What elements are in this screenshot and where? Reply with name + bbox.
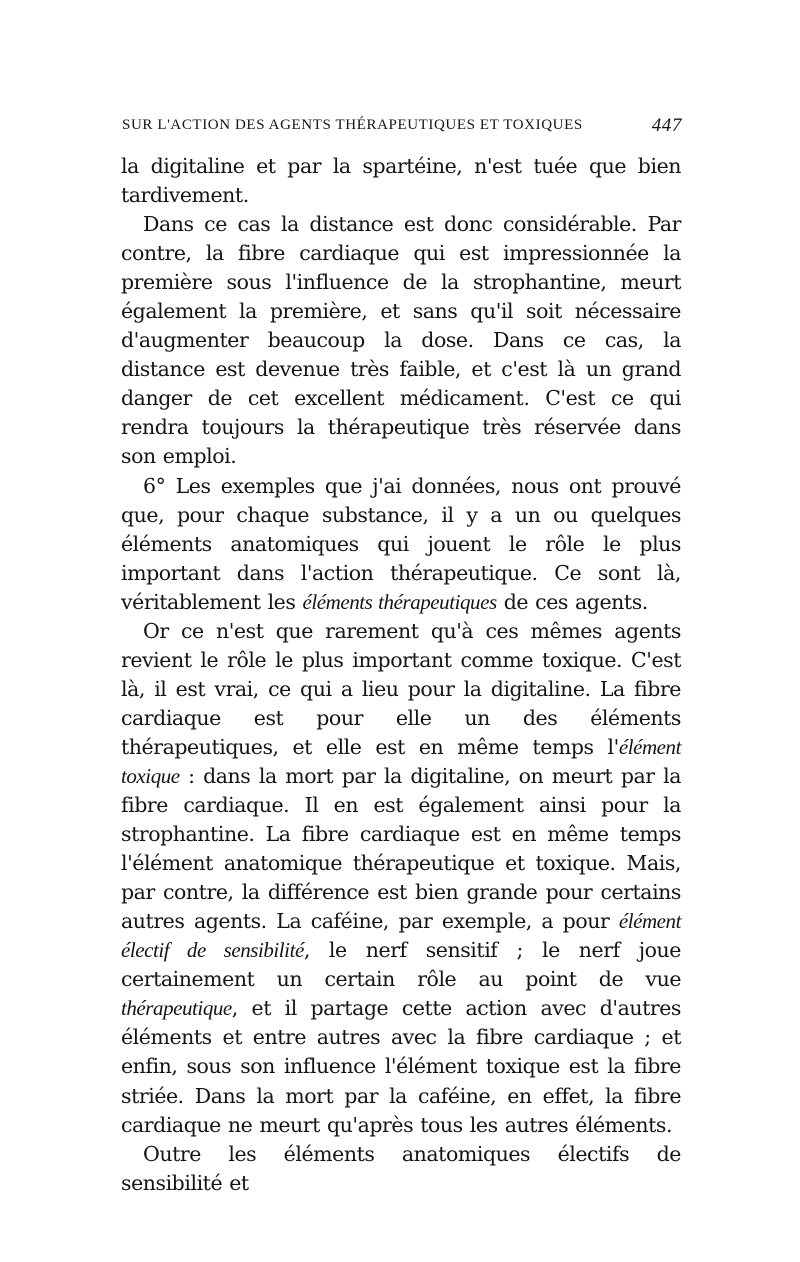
text-run: Outre les éléments anatomiques électifs de sensibilité et [121, 1141, 681, 1195]
italic-term: éléments thérapeutiques [302, 589, 497, 614]
running-head-title: SUR L'ACTION DES AGENTS THÉRAPEUTIQUES ET TOXIQUES [122, 117, 583, 133]
paragraph [121, 210, 681, 471]
text-run: Dans ce cas la distance est donc considérable. Par contre, la fibre cardiaque qui est impressionnée la première sous l'influence de la strophantine, meurt également la première, et sans qu'il soit nécessaire d'augmenter beaucoup la dose. Dans ce cas, la distance est devenue très faible, et c'est là un grand danger de cet excellent médicament. C'est ce qui rendra toujours la thérapeutique très réservée dans son emploi. [121, 212, 681, 469]
running-head [122, 117, 682, 139]
italic-term: élément toxique [121, 734, 681, 788]
paragraph [121, 617, 681, 1140]
paragraph [121, 472, 681, 617]
italic-term: thérapeutique [121, 996, 232, 1021]
italic-term: élément électif de sensibilité [121, 909, 681, 963]
paragraph [121, 152, 681, 210]
text-run: Or ce n'est que rarement qu'à ces mêmes agents revient le rôle le plus important comme toxique. C'est là, il est vrai, ce qui a lieu pour la digitaline. La fibre cardiaque est pour elle un des éléments thérapeutiques, et elle est en même temps l' [121, 618, 681, 759]
text-run: 6° Les exemples que j'ai données, nous ont prouvé que, pour chaque substance, il y a un ou quelques éléments anatomiques qui jouent le rôle le plus important dans l'action thérapeutique. Ce sont là, véritablement les [121, 473, 681, 614]
text-run: , le nerf sensitif ; le nerf joue certainement un certain rôle au point de vue [121, 938, 681, 992]
body-text [121, 152, 681, 1198]
text-run: de ces agents. [496, 589, 648, 614]
text-run: , et il partage cette action avec d'autres éléments et entre autres avec la fibre cardiaque ; et enfin, sous son influence l'élément toxique est la fibre striée. Dans la mort par la caféine, en effet, la fibre cardiaque ne meurt qu'après tous les autres éléments. [121, 996, 681, 1137]
paragraph [121, 1140, 681, 1198]
text-run: : dans la mort par la digitaline, on meurt par la fibre cardiaque. Il en est également ainsi pour la strophantine. La fibre cardiaque est en même temps l'élément anatomique thérapeutique et toxique. Mais, par contre, la différence est bien grande pour certains autres agents. La caféine, par exemple, a pour [121, 763, 681, 934]
page-number: 447 [651, 115, 682, 136]
text-run: la digitaline et par la spartéine, n'est tuée que bien tardivement. [121, 154, 681, 208]
